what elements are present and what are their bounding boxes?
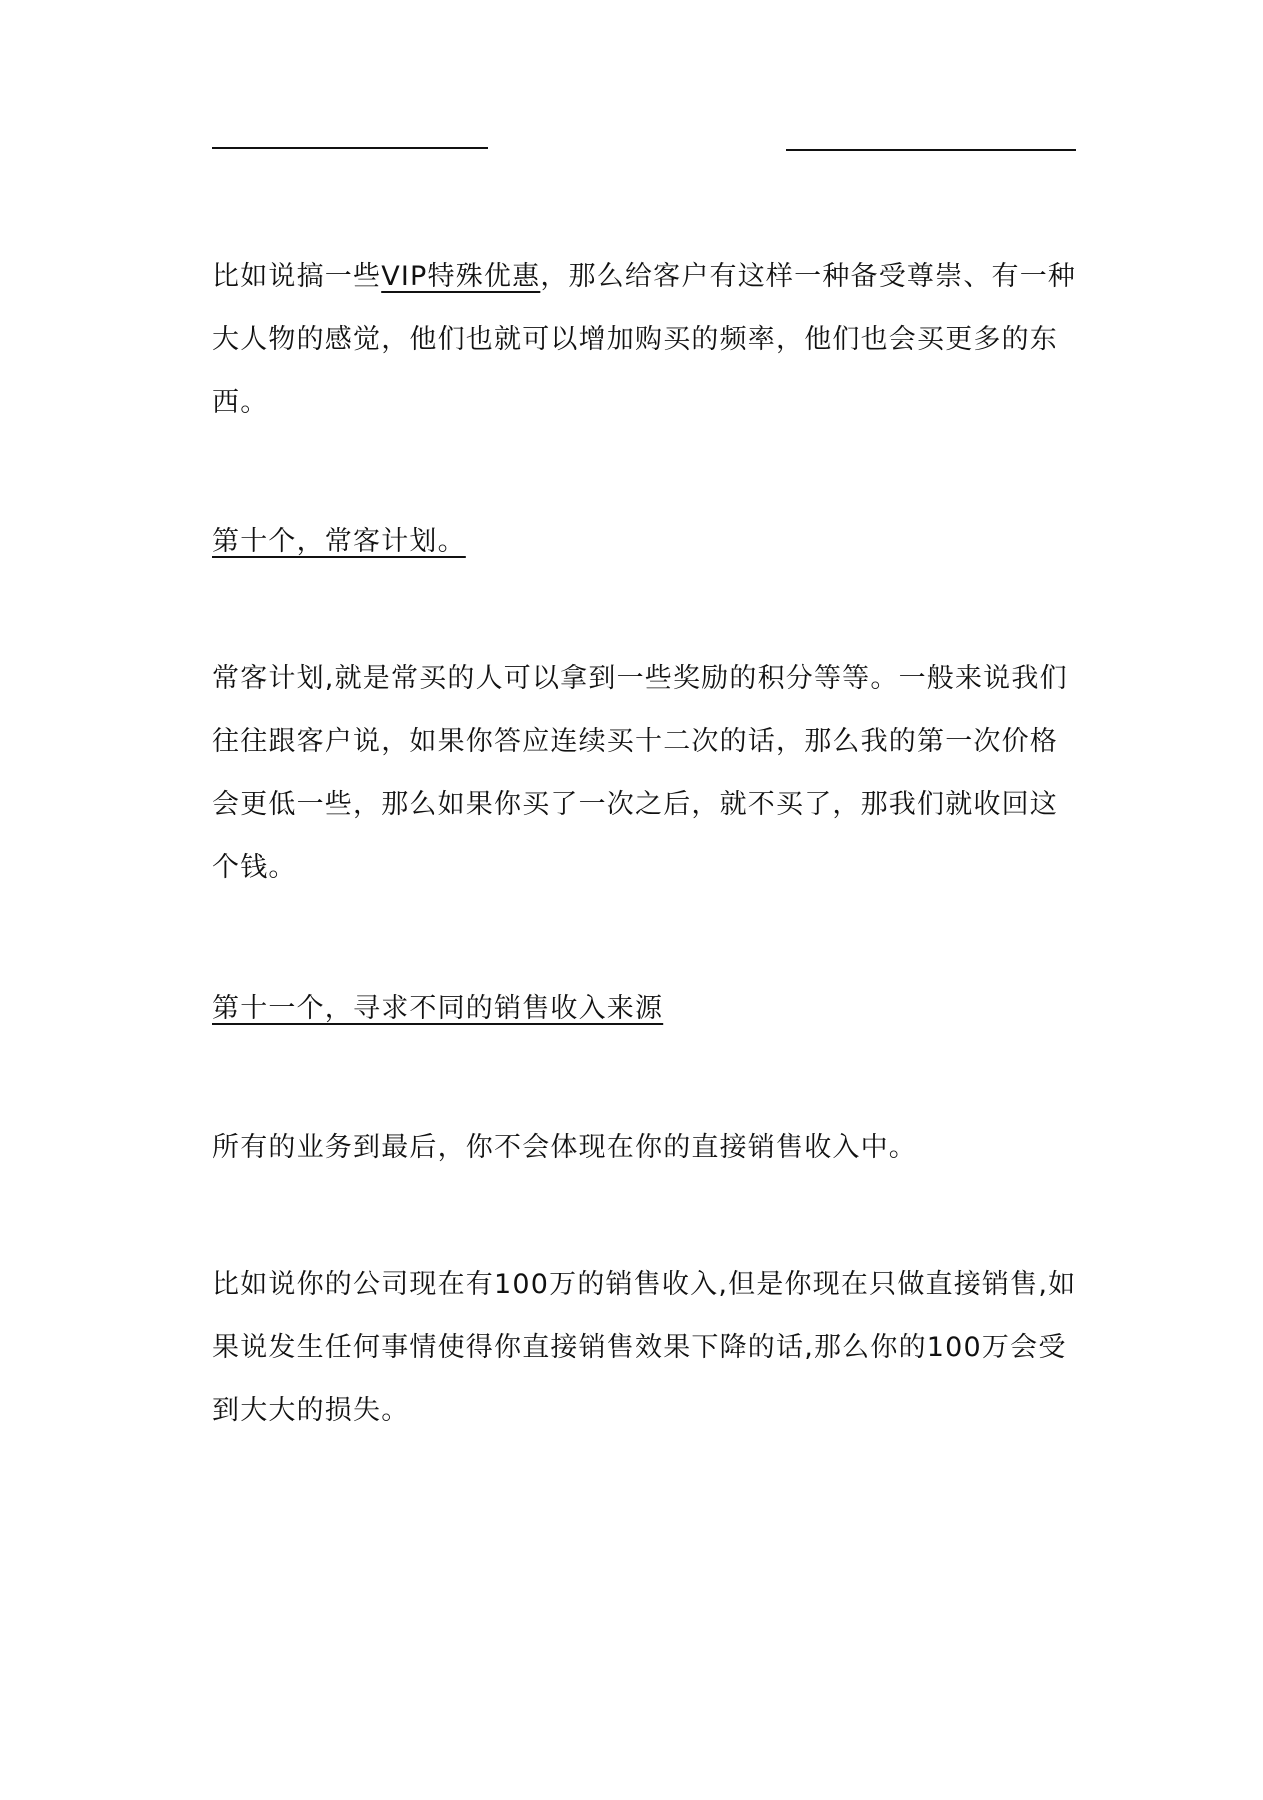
paragraph-vip-after: ，那么给客户有这样一种备受尊崇、有一种大人物的感觉，他们也就可以增加购买的频率，他们也会买更多的东西。 (212, 261, 1077, 418)
heading-frequent-customer-text: 第十个，常客计划。 (212, 526, 466, 557)
document-body (212, 245, 1082, 1442)
header-rule-left (212, 147, 488, 149)
vip-offer-underlined: VIP特殊优惠 (381, 261, 541, 292)
paragraph-frequent-customer: 常客计划,就是常买的人可以拿到一些奖励的积分等等。一般来说我们往往跟客户说，如果你答应连续买十二次的话，那么我的第一次价格会更低一些，那么如果你买了一次之后，就不买了，那我们就收回这个钱。 (212, 663, 1068, 883)
heading-revenue-sources (212, 977, 1082, 1040)
paragraph-business: 所有的业务到最后，你不会体现在你的直接销售收入中。 (212, 1132, 917, 1163)
paragraph-revenue-example: 比如说你的公司现在有100万的销售收入,但是你现在只做直接销售,如果说发生任何事情使得你直接销售效果下降的话,那么你的100万会受到大大的损失。 (212, 1269, 1077, 1426)
heading-frequent-customer (212, 510, 1082, 573)
header-rule-right (786, 149, 1076, 151)
paragraph-vip-before: 比如说搞一些 (212, 261, 382, 292)
heading-revenue-sources-text: 第十一个，寻求不同的销售收入来源 (212, 993, 664, 1024)
paragraph-vip (212, 245, 1082, 434)
